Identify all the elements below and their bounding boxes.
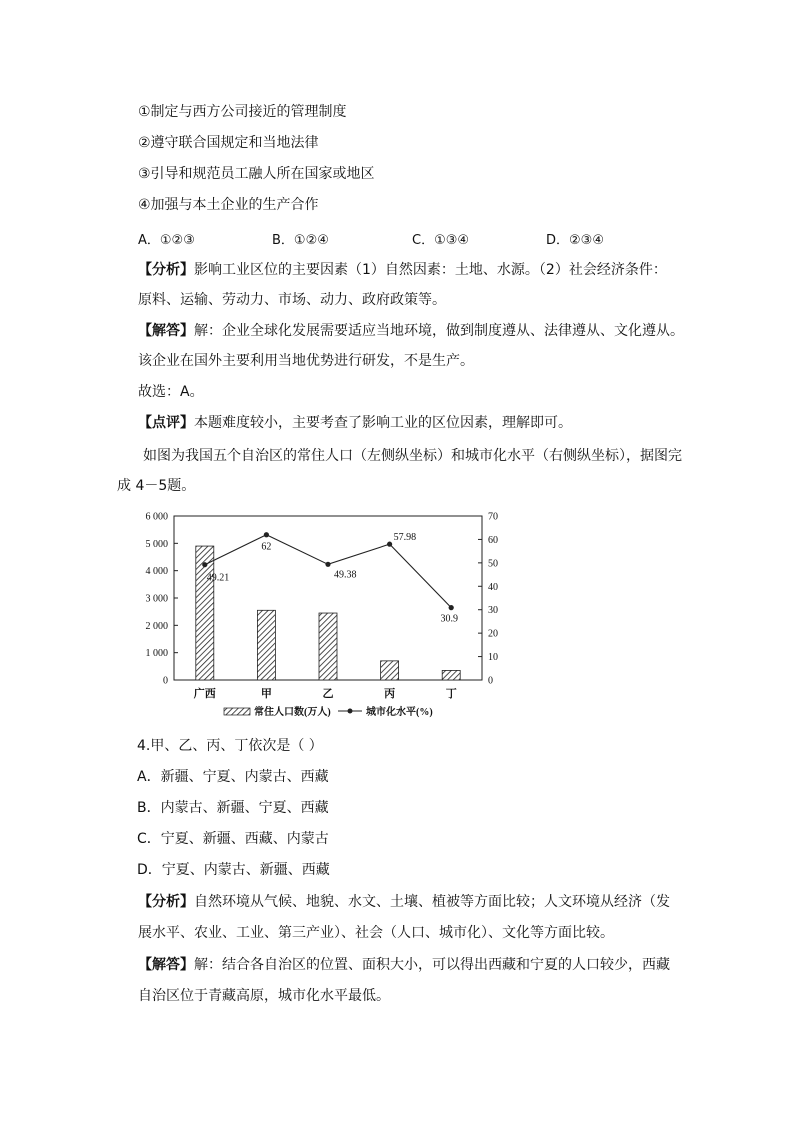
left-tick-label: 1 000 bbox=[145, 648, 168, 660]
right-tick-label: 0 bbox=[488, 675, 493, 687]
q4-option-d: D．宁夏、内蒙古、新疆、西藏 bbox=[137, 862, 330, 878]
urbanization-point bbox=[202, 562, 207, 567]
q4-answer-line-1 bbox=[138, 955, 670, 975]
q3-item-2: ②遵守联合国规定和当地法律 bbox=[138, 135, 319, 151]
category-label: 丁 bbox=[445, 688, 457, 700]
q3-review-text: 本题难度较小，主要考查了影响工业的区位因素，理解即可。 bbox=[194, 415, 572, 431]
urbanization-point bbox=[264, 532, 269, 537]
legend-bar-swatch bbox=[224, 708, 250, 715]
urbanization-point bbox=[325, 562, 330, 567]
right-tick-label: 60 bbox=[488, 534, 498, 546]
q3-analysis-line-2: 原料、运输、劳动力、市场、动力、政府政策等。 bbox=[138, 292, 446, 308]
q4-answer-line-2: 自治区位于青藏高原，城市化水平最低。 bbox=[138, 988, 390, 1004]
intro-line-1: 如图为我国五个自治区的常住人口（左侧纵坐标）和城市化水平（右侧纵坐标），据图完 bbox=[143, 448, 682, 464]
left-tick-label: 0 bbox=[163, 675, 168, 687]
q3-answer-line-1 bbox=[138, 321, 684, 341]
q3-option-c: C．①③④ bbox=[412, 233, 470, 248]
left-tick-label: 2 000 bbox=[145, 620, 168, 632]
category-label: 乙 bbox=[322, 688, 334, 700]
urbanization-data-label: 62 bbox=[261, 541, 272, 553]
right-tick-label: 20 bbox=[488, 628, 498, 640]
q3-item-4: ④加强与本土企业的生产合作 bbox=[138, 197, 319, 213]
analysis-label: 【分析】 bbox=[138, 262, 194, 278]
analysis-label: 【分析】 bbox=[138, 894, 194, 910]
q4-option-a: A．新疆、宁夏、内蒙古、西藏 bbox=[137, 769, 329, 785]
q4-option-b: B．内蒙古、新疆、宁夏、西藏 bbox=[137, 800, 329, 816]
population-bar bbox=[442, 670, 460, 680]
category-label: 广西 bbox=[193, 688, 216, 700]
category-label: 甲 bbox=[260, 688, 272, 700]
answer-label: 【解答】 bbox=[138, 323, 194, 339]
legend-line-label: 城市化水平(%) bbox=[366, 707, 433, 718]
urbanization-data-label: 30.9 bbox=[440, 613, 458, 625]
left-tick-label: 3 000 bbox=[145, 593, 168, 605]
population-bar bbox=[257, 610, 275, 680]
chart-legend bbox=[224, 705, 433, 718]
q4-analysis-line-1 bbox=[138, 892, 670, 912]
urbanization-point bbox=[387, 542, 392, 547]
q4-analysis-text-1: 自然环境从气候、地貌、水文、土壤、植被等方面比较；人文环境从经济（发 bbox=[194, 894, 670, 910]
q3-option-b: B．①②④ bbox=[272, 233, 329, 248]
q3-option-a: A．①②③ bbox=[138, 233, 195, 248]
urbanization-data-label: 57.98 bbox=[393, 532, 417, 544]
right-axis-ticks bbox=[478, 512, 498, 687]
q4-stem: 4.甲、乙、丙、丁依次是（ ） bbox=[137, 738, 323, 754]
urbanization-point bbox=[449, 605, 454, 610]
answer-label: 【解答】 bbox=[138, 957, 194, 973]
intro-line-2: 成 4－5题。 bbox=[117, 478, 196, 494]
q4-option-c: C．宁夏、新疆、西藏、内蒙古 bbox=[137, 831, 329, 847]
q3-answer-line-2: 该企业在国外主要利用当地优势进行研发，不是生产。 bbox=[138, 353, 474, 369]
q3-choice: 故选：A。 bbox=[138, 384, 204, 400]
right-tick-label: 40 bbox=[488, 581, 498, 593]
left-tick-label: 6 000 bbox=[145, 511, 168, 523]
q4-answer-text-1: 解：结合各自治区的位置、面积大小，可以得出西藏和宁夏的人口较少，西藏 bbox=[194, 957, 670, 973]
q4-analysis-line-2: 展水平、农业、工业、第三产业）、社会（人口、城市化）、文化等方面比较。 bbox=[138, 925, 614, 941]
q3-answer-text-1: 解：企业全球化发展需要适应当地环境，做到制度遵从、法律遵从、文化遵从。 bbox=[194, 323, 684, 339]
right-tick-label: 10 bbox=[488, 652, 498, 664]
right-tick-label: 30 bbox=[488, 605, 498, 617]
x-axis-ticks bbox=[194, 686, 457, 700]
category-label: 丙 bbox=[384, 688, 396, 700]
population-bar bbox=[319, 613, 337, 680]
q3-item-1: ①制定与西方公司接近的管理制度 bbox=[138, 104, 347, 120]
legend-line-marker bbox=[348, 709, 353, 714]
q3-analysis-line-1 bbox=[138, 260, 667, 280]
left-tick-label: 4 000 bbox=[145, 566, 168, 578]
q3-item-3: ③引导和规范员工融人所在国家或地区 bbox=[138, 166, 375, 182]
population-urbanization-chart bbox=[140, 506, 520, 724]
left-tick-label: 5 000 bbox=[145, 538, 168, 550]
q3-analysis-text-1: 影响工业区位的主要因素（1）自然因素：土地、水源。（2）社会经济条件： bbox=[194, 262, 667, 278]
right-tick-label: 70 bbox=[488, 511, 498, 523]
urbanization-polyline bbox=[205, 535, 451, 608]
right-tick-label: 50 bbox=[488, 558, 498, 570]
left-axis-ticks bbox=[146, 512, 179, 687]
review-label: 【点评】 bbox=[138, 415, 194, 431]
urbanization-data-label: 49.38 bbox=[334, 569, 357, 581]
urbanization-data-label: 49.21 bbox=[206, 572, 230, 584]
legend-bar-label: 常住人口数(万人) bbox=[254, 707, 331, 718]
urbanization-line bbox=[202, 532, 458, 624]
q3-option-d: D．②③④ bbox=[546, 233, 604, 248]
q3-options bbox=[138, 229, 658, 249]
q3-review-line bbox=[138, 413, 572, 433]
population-bar bbox=[381, 661, 399, 680]
